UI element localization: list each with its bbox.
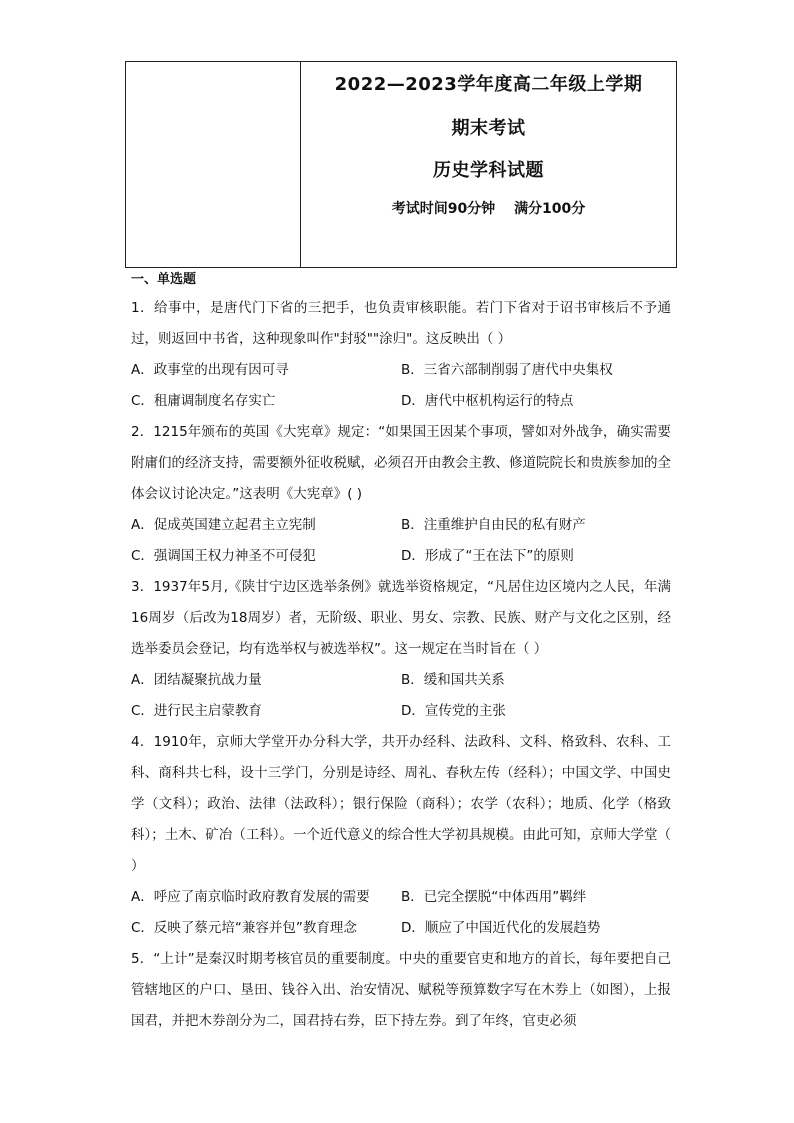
question-stem: 4．1910年，京师大学堂开办分科大学，共开办经科、法政科、文科、格致科、农科、工科、商科共七科，设十三学门，分别是诗经、周礼、春秋左传（经科）；中国文学、中国史学（文科）；政治、法律（法政科）；银行保险（商科）；农学（农科）；地质、化学（格致科）；土木、矿冶（工科）。一个近代意义的综合性大学初具规模。由此可知，京师大学堂（ ） xyxy=(131,734,671,874)
option-a: A．促成英国建立起君主立宪制 xyxy=(131,517,316,533)
option-d: D．顺应了中国近代化的发展趋势 xyxy=(401,920,601,936)
question-1 xyxy=(131,293,671,417)
question-stem: 5．“上计”是秦汉时期考核官员的重要制度。中央的重要官吏和地方的首长，每年要把自己管辖地区的户口、垦田、钱谷入出、治安情况、赋税等预算数字写在木券上（如图），上报国君，并把木券剖分为二，国君持右券，臣下持左券。到了年终，官吏必须 xyxy=(131,951,671,1029)
option-d: D．形成了“王在法下”的原则 xyxy=(401,548,574,564)
exam-info xyxy=(301,200,676,218)
exam-subject: 历史学科试题 xyxy=(433,160,544,181)
option-c: C．反映了蔡元培“兼容并包”教育理念 xyxy=(131,920,357,936)
option-d: D．宣传党的主张 xyxy=(401,703,506,719)
option-b: B．已完全摆脱“中体西用”羁绊 xyxy=(401,889,587,905)
exam-score: 满分100分 xyxy=(514,201,586,217)
exam-title: 2022—2023学年度高二年级上学期 xyxy=(334,74,643,95)
question-2 xyxy=(131,417,671,572)
question-3 xyxy=(131,572,671,727)
option-b: B．三省六部制削弱了唐代中央集权 xyxy=(401,362,613,378)
option-c: C．租庸调制度名存实亡 xyxy=(131,393,276,409)
option-b: B．缓和国共关系 xyxy=(401,672,505,688)
question-stem: 3．1937年5月,《陕甘宁边区选举条例》就选举资格规定，“凡居住边区境内之人民，年满16周岁（后改为18周岁）者，无阶级、职业、男女、宗教、民族、财产与文化之区别，经选举委员会登记，均有选举权与被选举权”。这一规定在当时旨在（ ） xyxy=(131,579,671,657)
question-stem: 2．1215年颁布的英国《大宪章》规定：“如果国王因某个事项，譬如对外战争，确实需要附庸们的经济支持，需要额外征收税赋，必须召开由教会主教、修道院院长和贵族参加的全体会议讨论决定。”这表明《大宪章》( ) xyxy=(131,424,671,502)
exam-subtitle: 期末考试 xyxy=(451,118,526,139)
option-a: A．呼应了南京临时政府教育发展的需要 xyxy=(131,889,370,905)
exam-header-table xyxy=(125,61,677,268)
question-4 xyxy=(131,727,671,944)
question-content xyxy=(131,271,671,1037)
option-c: C．进行民主启蒙教育 xyxy=(131,703,262,719)
option-b: B．注重维护自由民的私有财产 xyxy=(401,517,586,533)
option-a: A．政事堂的出现有因可寻 xyxy=(131,362,289,378)
option-a: A．团结凝聚抗战力量 xyxy=(131,672,262,688)
header-blank-cell xyxy=(126,62,301,267)
question-stem: 1．给事中，是唐代门下省的三把手，也负责审核职能。若门下省对于诏书审核后不予通过，则返回中书省，这种现象叫作"封驳""涂归"。这反映出（ ） xyxy=(131,300,671,347)
section-title: 一、单选题 xyxy=(131,272,197,287)
exam-time: 考试时间90分钟 xyxy=(391,201,496,217)
question-5 xyxy=(131,944,671,1037)
header-title-cell xyxy=(301,62,676,267)
option-c: C．强调国王权力神圣不可侵犯 xyxy=(131,548,316,564)
option-d: D．唐代中枢机构运行的特点 xyxy=(401,393,574,409)
